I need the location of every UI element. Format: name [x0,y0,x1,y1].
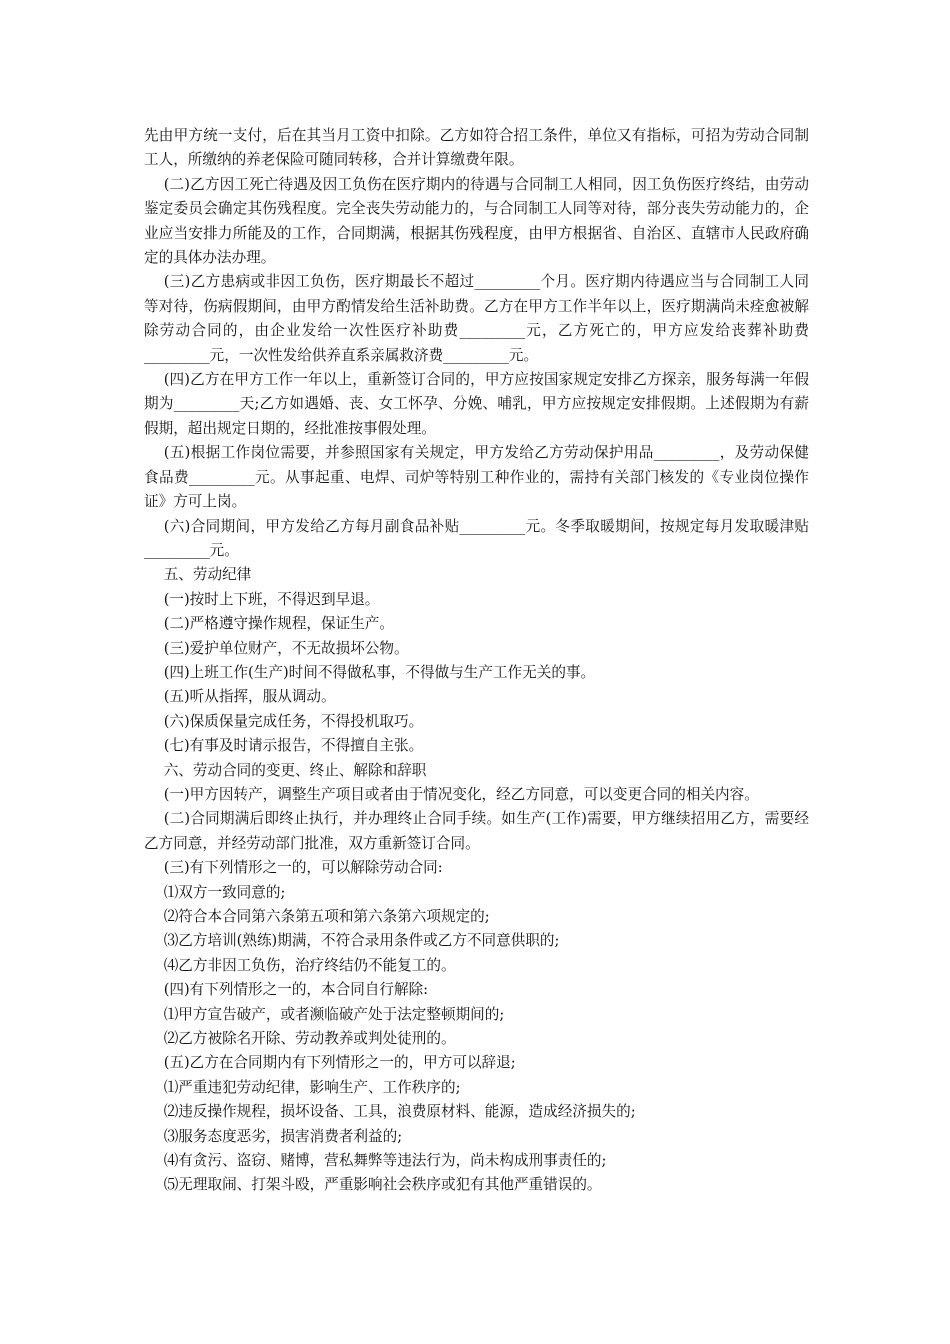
list-item: ⑶服务态度恶劣，损害消费者利益的; [163,1127,403,1145]
paragraph: (五)乙方在合同期内有下列情形之一的，甲方可以辞退; [163,1054,516,1072]
list-item: ⑸无理取闹、打架斗殴，严重影响社会秩序或犯有其他严重错误的。 [163,1176,602,1194]
section-heading: 六、劳动合同的变更、终止、解除和辞职 [163,761,427,779]
list-item: (七)有事及时请示报告，不得擅自主张。 [163,737,424,755]
list-item: ⑴甲方宣告破产，或者濒临破产处于法定整顿期间的; [163,1005,505,1023]
paragraph: (四)有下列情形之一的，本合同自行解除: [163,981,429,999]
paragraph: (五)根据工作岗位需要，并参照国家有关规定，甲方发给乙方劳动保护用品_________，及劳动保健食品费_________元。从事起重、电焊、司炉等特别工种作业的，需持有关部门核发的《专业岗位操作证》方可上岗。 [144,444,809,511]
list-item: (四)上班工作(生产)时间不得做私事，不得做与生产工作无关的事。 [163,663,596,681]
section-heading: 五、劳动纪律 [163,566,252,584]
list-item: ⑴双方一致同意的; [163,883,286,901]
paragraph: (二)合同期满后即终止执行，并办理终止合同手续。如生产(工作)需要，甲方继续招用乙方，需要经乙方同意，并经劳动部门批准，双方重新签订合同。 [144,810,809,852]
paragraph: (一)甲方因转产，调整生产项目或者由于情况变化，经乙方同意，可以变更合同的相关内容。 [163,785,759,803]
list-item: (五)听从指挥，服从调动。 [163,688,336,706]
list-item: ⑷有贪污、盗窃、赌博，营私舞弊等违法行为，尚未构成刑事责任的; [163,1152,607,1170]
list-item: ⑵符合本合同第六条第五项和第六条第六项规定的; [163,908,490,925]
list-item: (一)按时上下班，不得迟到早退。 [163,590,380,608]
paragraph: (三)有下列情形之一的，可以解除劳动合同: [163,859,443,877]
list-item: (三)爱护单位财产，不无故损坏公物。 [163,639,409,657]
list-item: ⑵乙方被除名开除、劳动教养或判处徒刑的。 [163,1030,456,1048]
paragraph: (二)乙方因工死亡待遇及因工负伤在医疗期内的待遇与合同制工人相同，因工负伤医疗终结，由劳动鉴定委员会确定其伤残程度。完全丧失劳动能力的，与合同制工人同等对待，部分丧失劳动能力的，企业应当安排力所能及的工作，合同期满，根据其伤残程度，由甲方根据省、自治区、直辖市人民政府确定的具体办法办理。 [144,175,809,267]
paragraph: (三)乙方患病或非因工负伤，医疗期最长不超过_________个月。医疗期内待遇应当与合同制工人同等对待，伤病假期间，由甲方酌情发给生活补助费。乙方在甲方工作半年以上，医疗期满尚未痊愈被解除劳动合同的，由企业发给一次性医疗补助费_________元，乙方死亡的，甲方应发给丧葬补助费_________元，一次性发给供养直系亲属救济费_________元。 [144,273,809,364]
paragraph: 先由甲方统一支付，后在其当月工资中扣除。乙方如符合招工条件，单位又有指标，可招为劳动合同制工人，所缴纳的养老保险可随同转移，合并计算缴费年限。 [144,127,809,169]
list-item: (六)保质保量完成任务，不得投机取巧。 [163,712,424,730]
list-item: ⑷乙方非因工负伤，治疗终结仍不能复工的。 [163,956,456,974]
list-item: ⑴严重违犯劳动纪律，影响生产、工作秩序的; [163,1078,461,1096]
paragraph: (四)乙方在甲方工作一年以上，重新签订合同的，甲方应按国家规定安排乙方探亲，服务每满一年假期为_________天;乙方如遇婚、丧、女工怀孕、分娩、哺乳，甲方应按规定安排假期。上述假期为有薪假期，超出规定日期的，经批准按事假处理。 [144,371,809,437]
list-item: (二)严格遵守操作规程，保证生产。 [163,615,394,633]
list-item: ⑵违反操作规程，损坏设备、工具，浪费原材料、能源，造成经济损失的; [163,1103,636,1121]
list-item: ⑶乙方培训(熟练)期满，不符合录用条件或乙方不同意供职的; [163,932,560,950]
paragraph: (六)合同期间，甲方发给乙方每月副食品补贴_________元。冬季取暖期间，按规定每月发取暖津贴_________元。 [144,517,809,559]
document-body [144,124,809,1198]
